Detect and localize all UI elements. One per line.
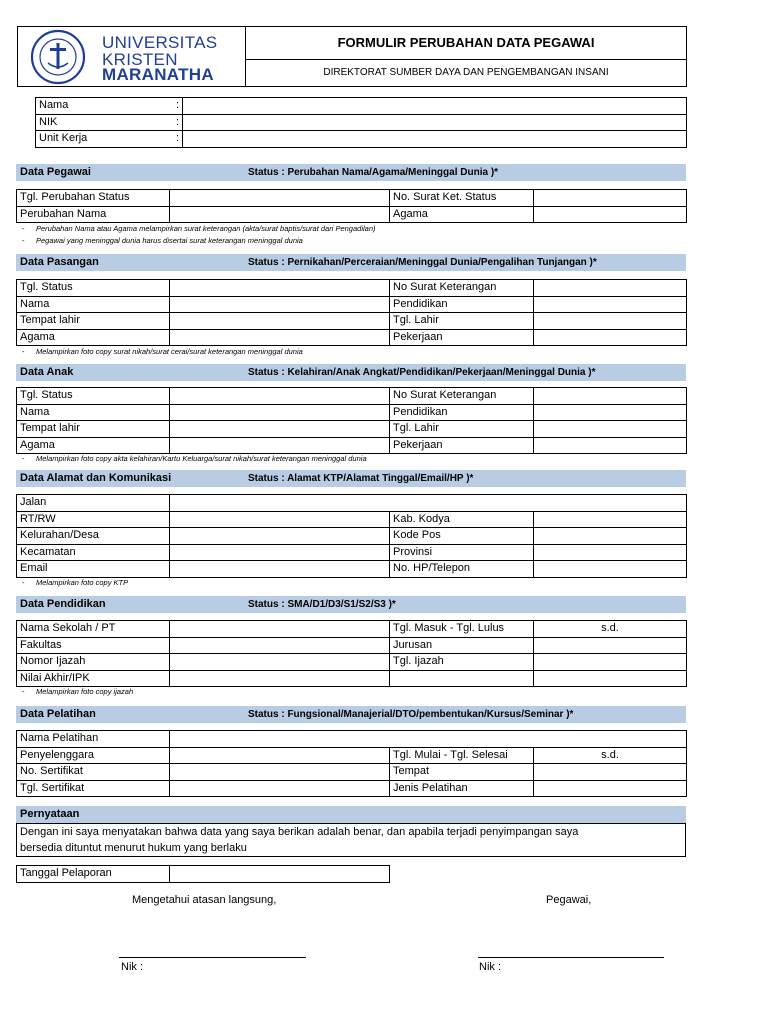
pegawai-table [16, 189, 687, 223]
field-input[interactable]: s.d. [534, 621, 687, 638]
field-label: No Surat Keterangan [390, 280, 534, 297]
field-input[interactable] [170, 764, 390, 781]
section-bar-pegawai [16, 164, 686, 181]
table-row [17, 621, 687, 638]
field-label: Nomor Ijazah [17, 654, 170, 671]
table-row [17, 421, 687, 438]
table-row [17, 329, 687, 346]
table-row [17, 654, 687, 671]
field-input[interactable] [534, 280, 687, 297]
identity-nik-field[interactable] [183, 114, 687, 131]
field-label: Jenis Pelatihan [390, 780, 534, 797]
pernyataan-text-1: Dengan ini saya menyatakan bahwa data yang saya berikan adalah benar, dan apabila terjadi penyimpangan saya [20, 826, 579, 838]
field-input[interactable] [170, 280, 390, 297]
field-label: Tgl. Ijazah [390, 654, 534, 671]
field-input[interactable] [170, 495, 687, 512]
alamat-table [16, 494, 687, 578]
field-input[interactable] [170, 404, 390, 421]
table-row [17, 670, 687, 687]
field-input[interactable] [170, 329, 390, 346]
section-title: Data Anak [20, 366, 74, 378]
section-status: Status : Kelahiran/Anak Angkat/Pendidikan/Pekerjaan/Meninggal Dunia )* [248, 367, 596, 378]
field-label: Tempat lahir [17, 421, 170, 438]
table-row [17, 313, 687, 330]
pendidikan-table [16, 620, 687, 687]
table-row [17, 561, 687, 578]
page-title: FORMULIR PERUBAHAN DATA PEGAWAI [337, 35, 595, 50]
anak-table [16, 387, 687, 454]
field-input[interactable] [170, 296, 390, 313]
field-label: No. Surat Ket. Status [390, 190, 534, 207]
table-row [17, 511, 687, 528]
field-label: Nama Pelatihan [17, 731, 170, 748]
field-input[interactable] [534, 544, 687, 561]
field-label: Jalan [17, 495, 170, 512]
field-input[interactable] [170, 388, 390, 405]
pasangan-table [16, 279, 687, 346]
header-title-box [245, 26, 687, 60]
field-input[interactable] [534, 421, 687, 438]
section-bar-pasangan [16, 254, 686, 271]
field-label: No. Sertifikat [17, 764, 170, 781]
section-status: Status : Pernikahan/Perceraian/Meninggal Dunia/Pengalihan Tunjangan )* [248, 257, 597, 268]
field-label: Tgl. Lahir [390, 313, 534, 330]
field-label: Tgl. Perubahan Status [17, 190, 170, 207]
field-label: Jurusan [390, 637, 534, 654]
field-input[interactable] [170, 654, 390, 671]
field-label: Pekerjaan [390, 329, 534, 346]
identity-label: Nama : [36, 98, 183, 115]
signature-left-line[interactable] [119, 957, 306, 958]
note: - Melampirkan foto copy ijazah [22, 687, 134, 696]
field-label: Nilai Akhir/IPK [17, 670, 170, 687]
field-label: Email [17, 561, 170, 578]
field-input[interactable] [170, 511, 390, 528]
logo-line-3: MARANATHA [102, 65, 214, 84]
field-label: Tanggal Pelaporan [17, 866, 170, 883]
field-label: Tempat [390, 764, 534, 781]
signature-right-line[interactable] [478, 957, 664, 958]
field-label: Nama [17, 404, 170, 421]
field-input[interactable] [170, 528, 390, 545]
section-title: Data Pasangan [20, 256, 99, 268]
field-label: No Surat Keterangan [390, 388, 534, 405]
signature-left-nik: Nik : [121, 961, 143, 973]
field-input[interactable] [534, 404, 687, 421]
section-title: Pernyataan [20, 808, 80, 820]
field-input[interactable] [170, 731, 687, 748]
section-status: Status : Fungsional/Manajerial/DTO/pembentukan/Kursus/Seminar )* [248, 709, 574, 720]
table-row [17, 544, 687, 561]
table-row [17, 528, 687, 545]
field-input[interactable] [534, 437, 687, 454]
table-row [17, 437, 687, 454]
field-label: Tgl. Sertifikat [17, 780, 170, 797]
field-label: Agama [390, 206, 534, 223]
field-label: RT/RW [17, 511, 170, 528]
field-label: Pekerjaan [390, 437, 534, 454]
tanggal-pelaporan-field[interactable] [170, 866, 390, 883]
field-label: Tgl. Status [17, 388, 170, 405]
field-input[interactable] [534, 329, 687, 346]
field-label: Agama [17, 329, 170, 346]
field-label: Fakultas [17, 637, 170, 654]
field-label [390, 670, 534, 687]
field-input[interactable] [170, 780, 390, 797]
field-label: Penyelenggara [17, 747, 170, 764]
table-row [17, 495, 687, 512]
field-label: Tempat lahir [17, 313, 170, 330]
section-bar-pendidikan [16, 596, 686, 613]
field-input[interactable]: s.d. [534, 747, 687, 764]
field-input[interactable] [170, 670, 390, 687]
field-input[interactable] [534, 313, 687, 330]
field-input[interactable] [170, 437, 390, 454]
field-input[interactable] [534, 637, 687, 654]
table-row [36, 114, 687, 131]
note: - Melampirkan foto copy akta kelahiran/Kartu Keluarga/surat nikah/surat keterangan meninggal dunia [22, 454, 367, 463]
field-label: Nama [17, 296, 170, 313]
table-row [17, 780, 687, 797]
signature-right-nik: Nik : [479, 961, 501, 973]
header-logo-box [17, 26, 246, 87]
field-input[interactable] [170, 561, 390, 578]
table-row [17, 296, 687, 313]
section-bar-alamat [16, 470, 686, 487]
field-input[interactable] [170, 544, 390, 561]
field-input[interactable] [170, 190, 390, 207]
logo-line-2: KRISTEN [102, 50, 178, 69]
section-bar-pelatihan [16, 706, 686, 723]
field-input[interactable] [534, 190, 687, 207]
section-title: Data Pendidikan [20, 598, 106, 610]
field-label: Tgl. Status [17, 280, 170, 297]
identity-table [35, 97, 687, 148]
field-input[interactable] [534, 206, 687, 223]
section-title: Data Pegawai [20, 166, 91, 178]
table-row [36, 98, 687, 115]
identity-unit-kerja-field[interactable] [183, 131, 687, 148]
table-row [36, 131, 687, 148]
field-input[interactable] [534, 561, 687, 578]
field-label: Tgl. Lahir [390, 421, 534, 438]
field-label: Pendidikan [390, 296, 534, 313]
field-input[interactable] [170, 637, 390, 654]
field-input[interactable] [170, 747, 390, 764]
field-label: Kelurahan/Desa [17, 528, 170, 545]
header-subtitle-box [245, 59, 687, 87]
section-status: Status : Alamat KTP/Alamat Tinggal/Email/HP )* [248, 473, 474, 484]
identity-nama-field[interactable] [183, 98, 687, 115]
field-input[interactable] [534, 296, 687, 313]
field-label: Tgl. Masuk - Tgl. Lulus [390, 621, 534, 638]
table-row [17, 731, 687, 748]
field-label: Perubahan Nama [17, 206, 170, 223]
field-input[interactable] [170, 421, 390, 438]
field-input[interactable] [534, 780, 687, 797]
field-label: Provinsi [390, 544, 534, 561]
signature-right-label: Pegawai, [546, 894, 592, 906]
table-row [17, 747, 687, 764]
table-row [17, 190, 687, 207]
table-row [17, 404, 687, 421]
page-subtitle: DIREKTORAT SUMBER DAYA DAN PENGEMBANGAN INSANI [323, 67, 609, 78]
logo-line-1: UNIVERSITAS [102, 33, 218, 52]
field-input[interactable] [534, 528, 687, 545]
field-label: Nama Sekolah / PT [17, 621, 170, 638]
table-row [17, 206, 687, 223]
field-input[interactable] [534, 654, 687, 671]
section-bar-pernyataan [16, 806, 686, 823]
field-label: Kab. Kodya [390, 511, 534, 528]
field-input[interactable] [170, 206, 390, 223]
university-seal-icon [28, 29, 88, 85]
field-label: Kode Pos [390, 528, 534, 545]
section-title: Data Alamat dan Komunikasi [20, 472, 172, 484]
note: - Melampirkan foto copy surat nikah/surat cerai/surat keterangan meninggal dunia [22, 347, 303, 356]
field-input[interactable] [170, 621, 390, 638]
table-row [17, 388, 687, 405]
field-label: Kecamatan [17, 544, 170, 561]
table-row [17, 866, 390, 883]
table-row [17, 764, 687, 781]
field-label: Pendidikan [390, 404, 534, 421]
section-title: Data Pelatihan [20, 708, 96, 720]
field-input[interactable] [534, 511, 687, 528]
signature-left-label: Mengetahui atasan langsung, [132, 894, 277, 906]
note: - Pegawai yang meninggal dunia harus disertai surat keterangan meninggal dunia [22, 236, 303, 245]
pelatihan-table [16, 730, 687, 797]
field-input[interactable] [534, 670, 687, 687]
tanggal-table [16, 865, 390, 883]
note: - Melampirkan foto copy KTP [22, 578, 129, 587]
section-bar-anak [16, 364, 686, 381]
section-status: Status : SMA/D1/D3/S1/S2/S3 )* [248, 599, 396, 610]
table-row [17, 637, 687, 654]
field-label: Tgl. Mulai - Tgl. Selesai [390, 747, 534, 764]
identity-label: NIK : [36, 114, 183, 131]
section-status: Status : Perubahan Nama/Agama/Meninggal Dunia )* [248, 167, 499, 178]
identity-label: Unit Kerja : [36, 131, 183, 148]
pernyataan-text-2: bersedia dituntut menurut hukum yang berlaku [20, 842, 247, 854]
table-row [17, 280, 687, 297]
field-label: Agama [17, 437, 170, 454]
field-label: No. HP/Telepon [390, 561, 534, 578]
field-input[interactable] [170, 313, 390, 330]
pernyataan-box [16, 823, 686, 857]
field-input[interactable] [534, 764, 687, 781]
field-input[interactable] [534, 388, 687, 405]
note: - Perubahan Nama atau Agama melampirkan surat keterangan (akta/surat baptis/surat dari Pengadilan) [22, 224, 376, 233]
